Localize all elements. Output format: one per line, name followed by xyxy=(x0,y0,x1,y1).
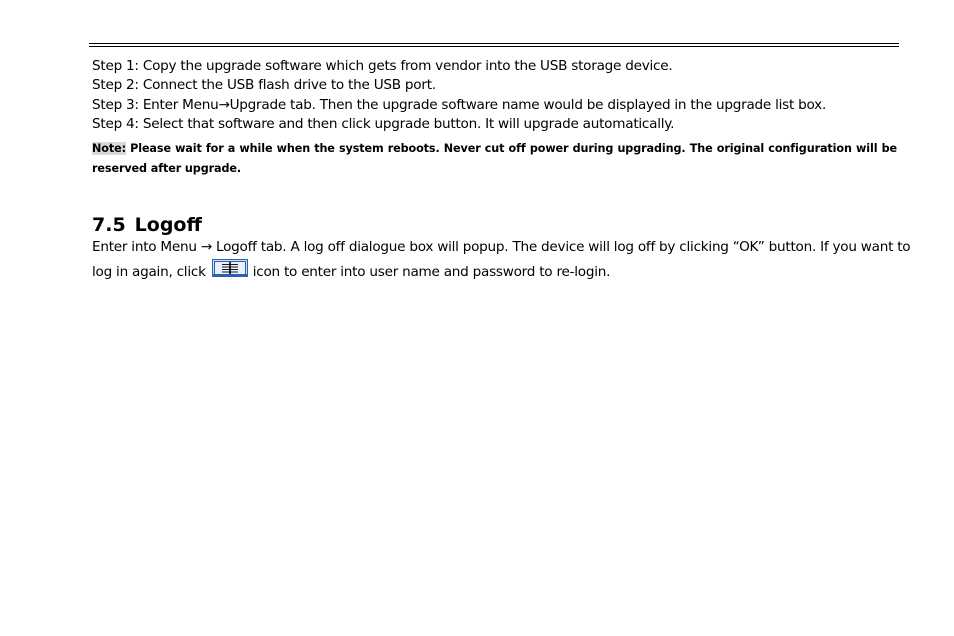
upgrade-note xyxy=(92,139,897,178)
section-heading xyxy=(92,212,202,238)
logoff-text-before-icon: log in again, click xyxy=(92,264,206,280)
step-2: Step 2: Connect the USB flash drive to the USB port. xyxy=(92,77,436,94)
header-rule-bottom xyxy=(89,46,899,47)
note-text: Please wait for a while when the system reboots. Never cut off power during upgrading. The original configuration will be reserved after upgrade. xyxy=(92,142,897,175)
upgrade-steps xyxy=(92,57,898,134)
logoff-text-after-icon: icon to enter into user name and password to re-login. xyxy=(252,264,611,280)
logoff-paragraph-line-1: Enter into Menu → Logoff tab. A log off dialogue box will popup. The device will log off by clicking “OK” button. If you want to xyxy=(92,239,911,255)
logoff-paragraph xyxy=(92,237,911,281)
step-4: Step 4: Select that software and then click upgrade button. It will upgrade automatically. xyxy=(92,115,675,132)
login-icon xyxy=(212,259,248,277)
header-rule-top xyxy=(89,43,899,44)
step-3: Step 3: Enter Menu→Upgrade tab. Then the upgrade software name would be displayed in the upgrade list box. xyxy=(92,96,827,113)
note-label: Note: xyxy=(92,142,126,155)
step-1: Step 1: Copy the upgrade software which gets from vendor into the USB storage device. xyxy=(92,58,673,74)
section-number: 7.5 xyxy=(92,214,126,236)
logoff-paragraph-line-2 xyxy=(92,259,897,281)
section-title: Logoff xyxy=(134,214,202,236)
